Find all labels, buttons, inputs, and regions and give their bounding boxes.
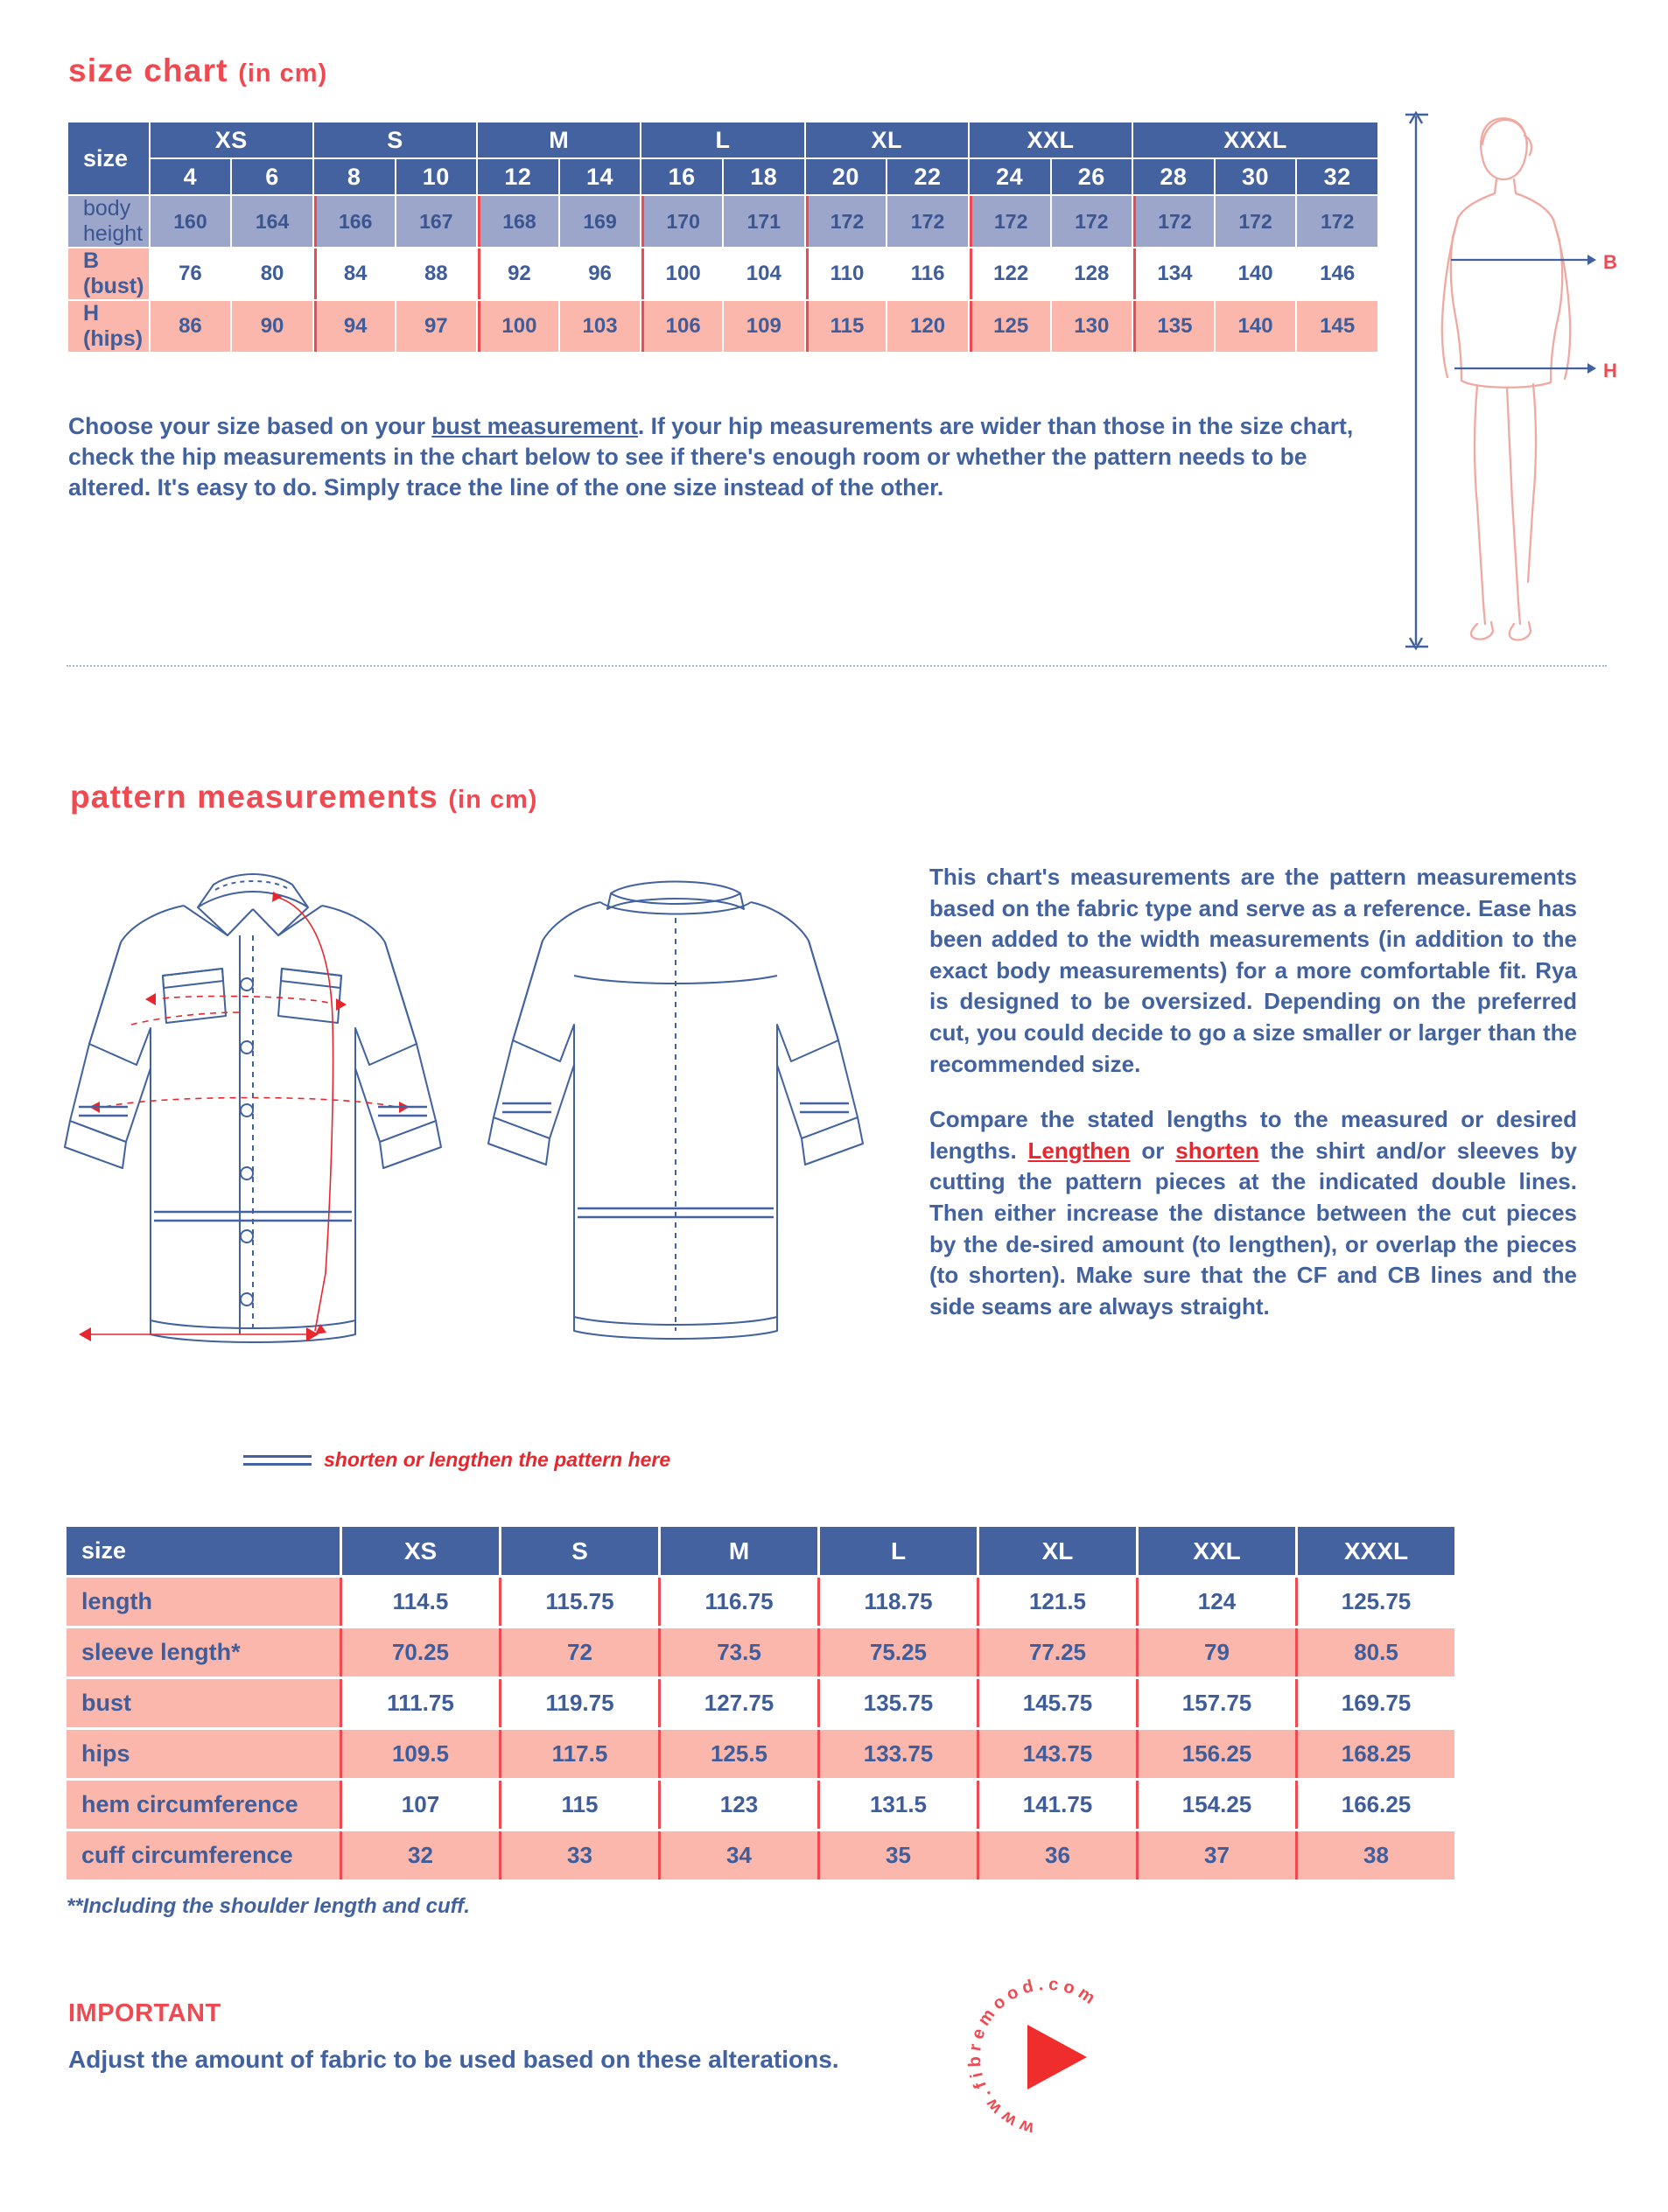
cell: 146 (1297, 248, 1377, 299)
size-group-xl: XL (806, 122, 968, 158)
cell: 143.75 (977, 1730, 1136, 1778)
cell: 70.25 (340, 1628, 499, 1676)
size-group-s: S (314, 122, 476, 158)
cell: 125 (970, 301, 1050, 352)
cell: 90 (232, 301, 312, 352)
fibremood-logo[interactable] (966, 1976, 1129, 2138)
pattern-measurements-title (70, 779, 537, 816)
shirt-back-illustration (473, 844, 884, 1422)
size-chart-body (68, 196, 1377, 352)
cell: 168.25 (1295, 1730, 1454, 1778)
pm-size-xl: XL (977, 1527, 1136, 1575)
cell: 172 (1216, 196, 1296, 247)
size-chart-label-header: size (68, 122, 149, 194)
table-row-hips (67, 1730, 1454, 1778)
cell: 157.75 (1136, 1679, 1295, 1727)
intro-text-after: . If your hip measurements are wider than those in the size chart, check the hip measurements in the chart below to see if there's enough room or whether the pattern needs to be altered. It's easy to do. Simply trace the line of the one size instead of the other. (68, 413, 1354, 501)
cell: 76 (151, 248, 231, 299)
pm-table-body (67, 1578, 1454, 1880)
size-group-m: M (478, 122, 640, 158)
size-num-6: 6 (232, 159, 312, 194)
cell: 166.25 (1295, 1781, 1454, 1829)
cell: 172 (1297, 196, 1377, 247)
cell: 94 (314, 301, 395, 352)
cell: 154.25 (1136, 1781, 1295, 1829)
cell: 172 (1133, 196, 1214, 247)
cell: 111.75 (340, 1679, 499, 1727)
cell: 75.25 (817, 1628, 977, 1676)
pattern-measurements-title-main: pattern measurements (70, 779, 438, 815)
cell: 169.75 (1295, 1679, 1454, 1727)
size-group-xxl: XXL (970, 122, 1132, 158)
row-label-body-height: body height (68, 196, 149, 247)
cell: 73.5 (658, 1628, 817, 1676)
cell: 172 (887, 196, 968, 247)
description-paragraph-1: This chart's measurements are the pattern measurements based on the fabric type and serve as a reference. Ease has been added to the width measurements (in addition to the exact body measurements) for a more comfortable fit. Rya is designed to be oversized. Depending on the preferred cut, you could decide to go a size smaller or larger than the recommended size. (929, 864, 1577, 1077)
size-num-20: 20 (806, 159, 887, 194)
p2-lengthen-highlight: Lengthen (1027, 1137, 1131, 1164)
section-divider (67, 665, 1607, 667)
size-num-22: 22 (887, 159, 968, 194)
p2-part-a: Compare the stated lengths to the measured or desired lengths. (929, 1106, 1577, 1164)
cell: 107 (340, 1781, 499, 1829)
cell: 125.75 (1295, 1578, 1454, 1626)
size-chart-group-row (68, 122, 1377, 158)
cell: 170 (641, 196, 722, 247)
double-line-icon (243, 1455, 312, 1466)
cell: 32 (340, 1831, 499, 1880)
cell: 33 (499, 1831, 658, 1880)
cell: 131.5 (817, 1781, 977, 1829)
table-row-cuff-circumference (67, 1831, 1454, 1880)
cell: 118.75 (817, 1578, 977, 1626)
row-label-hips: H (hips) (68, 301, 149, 352)
cell: 145.75 (977, 1679, 1136, 1727)
body-figure-illustration (1400, 109, 1628, 652)
cell: 124 (1136, 1578, 1295, 1626)
cell: 171 (724, 196, 804, 247)
cell: 135 (1133, 301, 1214, 352)
cell: 128 (1052, 248, 1132, 299)
table-row-body-height (68, 196, 1377, 247)
pm-size-xs: XS (340, 1527, 499, 1575)
cell: 100 (641, 248, 722, 299)
cell: 169 (560, 196, 641, 247)
size-num-24: 24 (970, 159, 1050, 194)
shirt-front-technical-drawing (53, 844, 481, 1422)
size-group-l: L (641, 122, 803, 158)
shirt-back-technical-drawing (473, 844, 884, 1422)
cell: 172 (970, 196, 1050, 247)
pm-size-l: L (817, 1527, 977, 1575)
cell: 166 (314, 196, 395, 247)
cell: 167 (396, 196, 477, 247)
cell: 36 (977, 1831, 1136, 1880)
cell: 77.25 (977, 1628, 1136, 1676)
cell: 109.5 (340, 1730, 499, 1778)
pm-row-label-length: length (67, 1578, 340, 1626)
cell: 145 (1297, 301, 1377, 352)
cell: 164 (232, 196, 312, 247)
cell: 172 (806, 196, 887, 247)
shirt-front-illustration (53, 844, 481, 1422)
cell: 35 (817, 1831, 977, 1880)
cell: 156.25 (1136, 1730, 1295, 1778)
size-chart-head (68, 122, 1377, 194)
pm-table-head (67, 1527, 1454, 1575)
size-num-30: 30 (1216, 159, 1296, 194)
size-chart-title-unit: (in cm) (238, 60, 328, 88)
cell: 96 (560, 248, 641, 299)
size-num-18: 18 (724, 159, 804, 194)
size-chart-table (67, 121, 1379, 354)
cell: 133.75 (817, 1730, 977, 1778)
cell: 135.75 (817, 1679, 977, 1727)
cell: 84 (314, 248, 395, 299)
pattern-measurements-title-unit: (in cm) (448, 786, 538, 814)
cell: 119.75 (499, 1679, 658, 1727)
cell: 115 (806, 301, 887, 352)
cell: 86 (151, 301, 231, 352)
pm-size-s: S (499, 1527, 658, 1575)
cell: 100 (478, 301, 558, 352)
cell: 116.75 (658, 1578, 817, 1626)
size-num-26: 26 (1052, 159, 1132, 194)
cell: 34 (658, 1831, 817, 1880)
cell: 38 (1295, 1831, 1454, 1880)
cell: 168 (478, 196, 558, 247)
size-num-12: 12 (478, 159, 558, 194)
size-num-4: 4 (151, 159, 231, 194)
pm-row-label-hem-circumference: hem circumference (67, 1781, 340, 1829)
table-row-bust (67, 1679, 1454, 1727)
cell: 115 (499, 1781, 658, 1829)
cell: 127.75 (658, 1679, 817, 1727)
pm-size-xxl: XXL (1136, 1527, 1295, 1575)
size-chart-title-main: size chart (68, 52, 228, 88)
cell: 103 (560, 301, 641, 352)
cell: 109 (724, 301, 804, 352)
cell: 80.5 (1295, 1628, 1454, 1676)
cell: 110 (806, 248, 887, 299)
table-row-hem-circumference (67, 1781, 1454, 1829)
cell: 121.5 (977, 1578, 1136, 1626)
cell: 116 (887, 248, 968, 299)
size-chart-number-row (68, 159, 1377, 194)
cell: 117.5 (499, 1730, 658, 1778)
cell: 123 (658, 1781, 817, 1829)
cell: 122 (970, 248, 1050, 299)
legend-label: shorten or lengthen the pattern here (324, 1448, 671, 1471)
cell: 120 (887, 301, 968, 352)
cell: 97 (396, 301, 477, 352)
size-num-28: 28 (1133, 159, 1214, 194)
description-paragraph-2 (929, 1104, 1577, 1322)
size-num-16: 16 (641, 159, 722, 194)
size-num-8: 8 (314, 159, 395, 194)
table-row-hips (68, 301, 1377, 352)
figure-label-bust: B (1603, 251, 1617, 273)
pm-label-header: size (67, 1527, 340, 1575)
cell: 88 (396, 248, 477, 299)
fibremood-circular-logo-icon (966, 1976, 1129, 2138)
row-label-bust: B (bust) (68, 248, 149, 299)
cell: 37 (1136, 1831, 1295, 1880)
cell: 115.75 (499, 1578, 658, 1626)
woman-silhouette-icon (1400, 109, 1628, 652)
cell: 92 (478, 248, 558, 299)
svg-text:www.fibremood.com: www.fibremood.com (966, 1976, 1103, 2138)
cell: 114.5 (340, 1578, 499, 1626)
cell: 140 (1216, 248, 1296, 299)
cell: 141.75 (977, 1781, 1136, 1829)
legend-shorten-lengthen (243, 1448, 670, 1472)
pm-size-m: M (658, 1527, 817, 1575)
table-footnote: **Including the shoulder length and cuff. (67, 1894, 470, 1918)
size-chart-intro-paragraph (68, 411, 1377, 504)
size-num-32: 32 (1297, 159, 1377, 194)
cell: 106 (641, 301, 722, 352)
intro-text-before: Choose your size based on your (68, 413, 432, 439)
p2-part-c: the shirt and/or sleeves by cutting the pattern pieces at the indicated double lines. Then either increase the distance between the cut pieces by the de-sired amount (to lengthen), or overlap the pieces (to shorten). Make sure that the CF and CB lines and the side seams are always straight. (929, 1137, 1577, 1320)
size-group-xxxl: XXXL (1133, 122, 1377, 158)
pm-row-label-sleeve-length: sleeve length* (67, 1628, 340, 1676)
cell: 134 (1133, 248, 1214, 299)
cell: 80 (232, 248, 312, 299)
size-group-xs: XS (151, 122, 312, 158)
cell: 72 (499, 1628, 658, 1676)
intro-link-bust-measurement: bust measurement (431, 413, 638, 439)
pm-size-xxxl: XXXL (1295, 1527, 1454, 1575)
size-chart-title (68, 52, 327, 89)
table-row-bust (68, 248, 1377, 299)
p2-shorten-highlight: shorten (1175, 1137, 1259, 1164)
cell: 130 (1052, 301, 1132, 352)
pattern-measurements-description (929, 862, 1577, 1323)
table-row-sleeve-length (67, 1628, 1454, 1676)
cell: 172 (1052, 196, 1132, 247)
figure-label-hips: H (1603, 360, 1617, 382)
important-heading: IMPORTANT (68, 1999, 221, 2027)
p2-part-b: or (1130, 1137, 1176, 1164)
important-body-text: Adjust the amount of fabric to be used based on these alterations. (68, 2046, 839, 2073)
pattern-measurements-table (67, 1524, 1454, 1882)
pm-row-label-hips: hips (67, 1730, 340, 1778)
pm-row-label-bust: bust (67, 1679, 340, 1727)
cell: 160 (151, 196, 231, 247)
size-num-10: 10 (396, 159, 477, 194)
cell: 79 (1136, 1628, 1295, 1676)
cell: 125.5 (658, 1730, 817, 1778)
pm-row-label-cuff-circumference: cuff circumference (67, 1831, 340, 1880)
table-row-length (67, 1578, 1454, 1626)
cell: 104 (724, 248, 804, 299)
size-num-14: 14 (560, 159, 641, 194)
pm-header-row (67, 1527, 1454, 1575)
cell: 140 (1216, 301, 1296, 352)
